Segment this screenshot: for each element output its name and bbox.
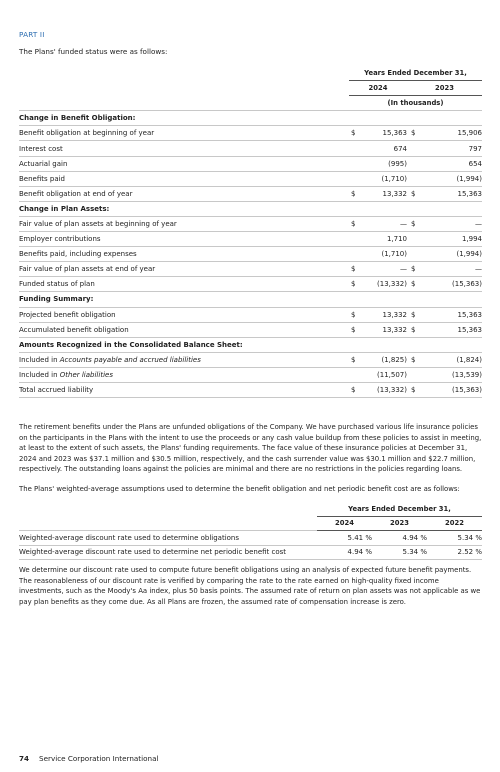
row-label: Total accrued liability [19,382,349,397]
table1-row [19,367,482,382]
table1-row [19,352,482,367]
value-2024: 13,332 [359,186,407,201]
row-label: Accumulated benefit obligation [19,322,349,337]
rate-value-2024: 4.94 % [317,545,372,560]
currency-2024: $ [349,126,359,141]
table1-row [19,126,482,141]
currency-2023: $ [407,126,423,141]
table1-row [19,156,482,171]
table1-section-row [19,292,482,307]
section-label: Change in Benefit Obligation: [19,111,482,126]
currency-2023 [407,156,423,171]
retirement-benefits-paragraph: The retirement benefits under the Plans are unfunded obligations of the Company. We have purchased various life insurance policies on the participants in the Plans with the intent to use the proceeds or any cash value buildup from these policies to assist in meeting, at least to the extent of such assets, the Plans' funding requirements. The face value of these insurance policies at December 31, 2024 and 2023 was $37.1 million and $30.5 million, respectively, and the cash surrender value was $30.1 million and $22.7 million, respectively. The outstanding loans against the policies are minimal and there are no restrictions in the policies regarding loans. [19,423,482,474]
value-2023: 797 [423,141,482,156]
row-label: Funded status of plan [19,277,349,292]
currency-2023: $ [407,322,423,337]
funded-status-intro: The Plans' funded status were as follows: [19,47,168,56]
row-label: Employer contributions [19,232,349,247]
currency-2023: $ [407,186,423,201]
table2-row [19,545,482,560]
table1-row [19,322,482,337]
table1-section-row [19,337,482,352]
table2-header-group: Years Ended December 31, [317,502,482,516]
row-label-italic: Other liabilities [59,370,113,379]
value-2024: (1,710) [359,247,407,262]
table1-header-group-row [19,66,482,81]
table2-year-2024: 2024 [317,516,372,531]
currency-2023: $ [407,277,423,292]
value-2023: 15,906 [423,126,482,141]
discount-rate-paragraph: We determine our discount rate used to compute future benefit obligations using an analysis of expected future benefit payments. The reasonableness of our discount rate is verified by comparing the rate to the rate earned on high-quality fixed income investments, such as the Moody's Aa index, plus 50 basis points. The assumed rate of return on plan assets was not applicable as we pay plan benefits as they come due. As all Plans are frozen, the assumed rate of compensation increase is zero. [19,566,481,606]
page-footer [19,754,158,763]
table1-units-row [19,96,482,111]
row-label [19,352,349,367]
row-label: Interest cost [19,141,349,156]
currency-2024: $ [349,352,359,367]
rate-value-2023: 5.34 % [372,545,427,560]
table1-header-group: Years Ended December 31, [349,66,482,81]
currency-2024 [349,156,359,171]
rate-value-2023: 4.94 % [372,531,427,546]
value-2024: — [359,216,407,231]
table1-section-row [19,201,482,216]
table1-section-row [19,111,482,126]
value-2023: 15,363 [423,307,482,322]
currency-2024: $ [349,216,359,231]
value-2024: (13,332) [359,382,407,397]
funded-status-table [19,66,482,398]
table2-header-group-row [19,502,482,516]
rate-value-2024: 5.41 % [317,531,372,546]
table1-row [19,232,482,247]
value-2023: (15,363) [423,382,482,397]
table2-year-row [19,516,482,531]
company-name: Service Corporation International [39,754,159,763]
value-2023: 654 [423,156,482,171]
currency-2024: $ [349,322,359,337]
value-2023: (13,539) [423,367,482,382]
value-2023: 15,363 [423,186,482,201]
rate-value-2022: 5.34 % [427,531,482,546]
table1-row [19,141,482,156]
value-2024: (995) [359,156,407,171]
table1-row [19,382,482,397]
value-2024: (1,825) [359,352,407,367]
table1-row [19,277,482,292]
value-2024: 674 [359,141,407,156]
currency-2024: $ [349,307,359,322]
table1-row [19,307,482,322]
value-2024: 13,332 [359,307,407,322]
row-label: Projected benefit obligation [19,307,349,322]
value-2023: (1,994) [423,171,482,186]
row-label: Benefit obligation at beginning of year [19,126,349,141]
currency-2023 [407,247,423,262]
value-2024: 1,710 [359,232,407,247]
rate-value-2022: 2.52 % [427,545,482,560]
currency-2024: $ [349,186,359,201]
currency-2023: $ [407,382,423,397]
table1-row [19,216,482,231]
table1-year-2023: 2023 [407,81,482,96]
value-2023: (1,994) [423,247,482,262]
currency-2024 [349,367,359,382]
table1-year-2024: 2024 [349,81,407,96]
section-label: Change in Plan Assets: [19,201,482,216]
row-label: Actuarial gain [19,156,349,171]
value-2024: 13,332 [359,322,407,337]
row-label-italic: Accounts payable and accrued liabilities [59,355,201,364]
value-2023: 1,994 [423,232,482,247]
value-2023: 15,363 [423,322,482,337]
currency-2023 [407,171,423,186]
currency-2023: $ [407,352,423,367]
row-label: Benefit obligation at end of year [19,186,349,201]
row-label: Benefits paid, including expenses [19,247,349,262]
value-2024: (11,507) [359,367,407,382]
currency-2024 [349,247,359,262]
currency-2023: $ [407,307,423,322]
section-label: Amounts Recognized in the Consolidated Balance Sheet: [19,337,482,352]
row-label: Benefits paid [19,171,349,186]
value-2024: (1,710) [359,171,407,186]
currency-2023 [407,141,423,156]
currency-2024 [349,232,359,247]
value-2023: (1,824) [423,352,482,367]
currency-2023: $ [407,262,423,277]
value-2023: — [423,216,482,231]
value-2023: — [423,262,482,277]
table2-year-2022: 2022 [427,516,482,531]
currency-2024: $ [349,262,359,277]
currency-2023 [407,367,423,382]
currency-2024: $ [349,382,359,397]
table2-row [19,531,482,546]
currency-2024 [349,171,359,186]
part-heading: PART II [19,30,45,39]
page-number: 74 [19,754,30,763]
currency-2024: $ [349,277,359,292]
row-label-prefix: Included in [19,370,60,379]
row-label-prefix: Included in [19,355,60,364]
value-2024: (13,332) [359,277,407,292]
currency-2023: $ [407,216,423,231]
value-2024: — [359,262,407,277]
assumptions-table [19,502,482,560]
table1-units: (In thousands) [387,99,444,108]
assumptions-intro-paragraph: The Plans' weighted-average assumptions used to determine the benefit obligation and net periodic benefit cost are as follows: [19,485,460,493]
table1-row [19,262,482,277]
row-label: Fair value of plan assets at beginning of year [19,216,349,231]
section-label: Funding Summary: [19,292,482,307]
row-label [19,367,349,382]
table2-year-2023: 2023 [372,516,427,531]
currency-2024 [349,141,359,156]
table1-year-row [19,81,482,96]
row-label: Weighted-average discount rate used to determine net periodic benefit cost [19,545,317,560]
row-label: Weighted-average discount rate used to determine obligations [19,531,317,546]
table1-row [19,186,482,201]
table1-row [19,171,482,186]
value-2024: 15,363 [359,126,407,141]
table1-row [19,247,482,262]
value-2023: (15,363) [423,277,482,292]
row-label: Fair value of plan assets at end of year [19,262,349,277]
currency-2023 [407,232,423,247]
